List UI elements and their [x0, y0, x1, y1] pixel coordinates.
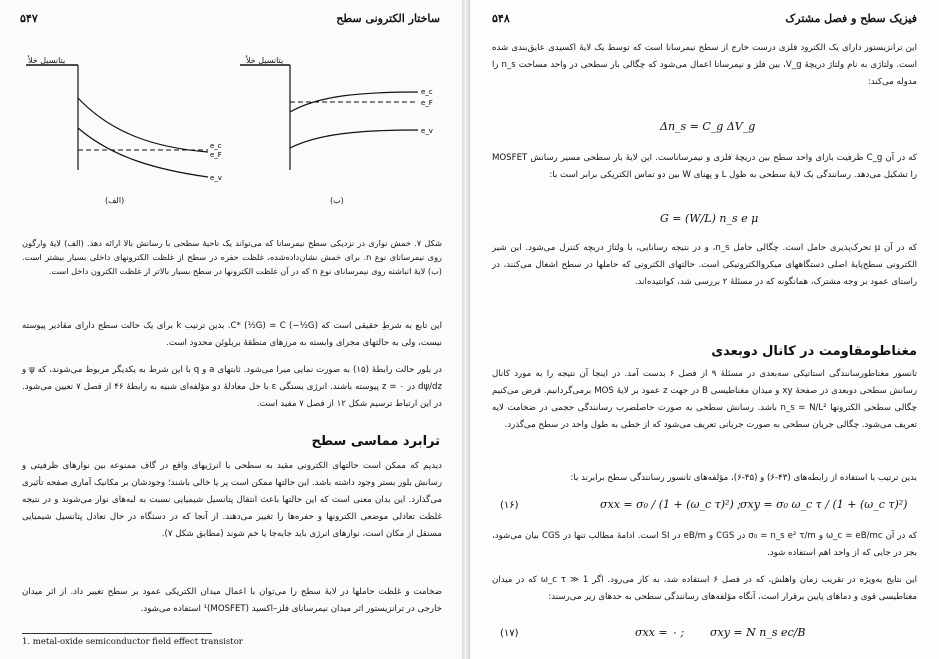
footnote-rule [22, 633, 212, 634]
right-paragraph-2: که در آن C_g ظرفیت بازای واحد سطح بین دریچهٔ فلزی و نیمرساناست. این لایهٔ بار سطحی مسیر رسانش MOSFET را تشکیل می‌دهد. رسانندگی یک لایهٔ سطحی به طول L و پهنای W بین دو تماس الکتریکی برابر است با: [492, 153, 917, 180]
right-paragraph-7: این نتایج به‌ویژه در تقریب زمان واهلش، که در فصل ۶ استفاده شد، به کار می‌رود. اگر ω_c τ ≫ 1 که در میدان مغناطیسی قوی و دماهای پایین برقرار است، آنگاه مؤلفه‌های رسانندگی سطحی به حدهای زیر می‌رسند: [492, 575, 917, 602]
panel-a-level-ef: e_F [210, 151, 222, 159]
equation-17-sigma-xy: σxy = N n_s ec/B [710, 626, 806, 639]
right-header-page-number: ۵۴۸ [492, 12, 510, 25]
panel-a-caption: (الف) [105, 196, 125, 205]
right-header-title: فیزیک سطح و فصل مشترک [785, 12, 917, 25]
panel-b-vacuum-label: پتانسیل خلأ [246, 56, 284, 65]
equation-17-sigma-xx: σxx = ۰ ; [635, 626, 685, 639]
panel-b-level-ec: e_c [421, 88, 433, 96]
equation-16-sigma-xx: σxx = σ₀ / (1 + (ω_c τ)²) ; [600, 498, 741, 511]
panel-b-caption: (ب) [330, 196, 344, 205]
right-running-header [492, 12, 917, 25]
band-bending-figure [18, 30, 448, 210]
left-header-page-number: ۵۴۷ [20, 12, 38, 25]
left-running-header [20, 12, 440, 25]
equation-gate-charge: Δn_s = C_g ΔV_g [660, 120, 756, 133]
panel-a-level-ec: e_c [210, 142, 222, 150]
figure-caption: شکل ۷. خمش نواری در نزدیکی سطح نیمرسانا که می‌تواند یک ناحیهٔ سطحی با رسانش بالا ارائه دهد. (الف) لایهٔ وارگون روی نیمرسانای نوع n. برای خمش نشان‌داده‌شده، غلظت حفره در سطح از غلظت الکترونهای داخلی بسیار بیشتر است. (ب) لایهٔ انباشته روی نیمرسانای نوع n که در آن غلظت الکترونها در سطح بسیار بالاتر از غلظت الکترون داخل است. [22, 238, 442, 276]
right-page [470, 0, 939, 659]
right-paragraph-6: که در آن ω_c = eB/mc و σ₀ = n_s e² τ/m در CGS و eB/m در SI است. ادامهٔ مطالب تنها در CGS بیان می‌شود، بجز در جایی که از واحد اهم استفاده شود. [492, 531, 917, 558]
left-page [0, 0, 462, 659]
equation-16-number: (۱۶) [500, 500, 519, 511]
panel-a-vacuum-label: پتانسیل خلأ [28, 56, 66, 65]
left-paragraph-3: دیدیم که ممکن است حالتهای الکترونی مقید به سطحی با انرژیهای واقع در گاف ممنوعه بین نوارهای ظرفیتی و رسانش بلور بستر وجود داشته باشد. این حالتها ممکن است پر یا خالی باشند؛ وجودشان بر مکانیک آماری صفحه تأثیری می‌گذارد. این بدان معنی است که این حالتها باعث انتقال پتانسیل شیمیایی نسبت به لبه‌های نوار می‌شوند و در نتیجه غلظت تعادلی موضعی الکترونها و حفره‌ها را تغییر می‌دهند. از آنجا که در دستگاه در حال تعادل پتانسیل شیمیایی مستقل از مکان است، نوارهای انرژی باید جابه‌جا یا خم شوند (مطابق شکل ۷). [22, 461, 442, 539]
right-section-heading: مغناطومقاومت در کانال دوبعدی [711, 344, 917, 359]
right-paragraph-3: که در آن μ تحرک‌پذیری حامل است. چگالی حامل n_s، و در نتیجه رسانایی، با ولتاژ دریچه کنترل می‌شود. این شیر الکترونی سطح‌پایهٔ اصلی دستگاههای میکروالکترونیکی است. حالتهای الکترونی که حاملها در سطح اشغال می‌کنند، در راستای عمود بر وجه مشترک، همانگونه که در مسئلهٔ ۲ بررسی شد، کوانتیده‌اند. [492, 243, 917, 287]
panel-a-level-ev: e_v [210, 174, 222, 182]
panel-a-diagram [26, 65, 222, 182]
equation-16-sigma-xy: σxy = σ₀ ω_c τ / (1 + (ω_c τ)²) [740, 498, 908, 511]
left-header-title: ساختار الکترونی سطح [336, 12, 440, 25]
equation-conductance: G = (W/L) n_s e μ [660, 212, 759, 225]
left-paragraph-4: ضخامت و غلظت حاملها در لایهٔ سطح را می‌توان با اعمال میدان الکتریکی عمود بر سطح تغییر داد. از اثر میدان خارجی در ترانزیستور اثر میدان نیمرسانای فلز–اکسید (MOSFET)¹ استفاده می‌شود. [22, 587, 442, 614]
left-paragraph-2: در بلور حالت رابطهٔ (۱۵) به صورت نمایی میرا می‌شود. ثابتهای a و q با این شرط به یکدیگر مربوط می‌شوند، که ψ و dψ/dz در z = ۰ پیوسته باشند. انرژی بستگی ε با حل معادلهٔ دو مؤلفه‌ای شبیه به رابطهٔ ۴۶ از فصل ۷ تعیین می‌شود. در این ارتباط ترسیم شکل ۱۲ از فصل ۷ مفید است. [22, 365, 442, 409]
panel-b-level-ef: e_F [421, 99, 433, 107]
panel-b-diagram [240, 65, 433, 170]
right-paragraph-5: بدین ترتیب با استفاده از رابطه‌های (۴۳-۶) و (۴۵-۶)، مؤلفه‌های تانسور رسانندگی سطح برابرند با: [570, 473, 917, 483]
panel-b-level-ev: e_v [421, 127, 433, 135]
right-paragraph-1: این ترانزیستور دارای یک الکترود فلزی درست خارج از سطح نیمرسانا است که توسط یک لایهٔ اکسیدی عایق‌بندی شده است. ولتاژی به نام ولتاژ دریچهٔ V_g، بین فلز و نیمرسانا اعمال می‌شود که چگالی بار سطحی در واحد مساحت n_s را مدوله می‌کند: [492, 43, 917, 87]
left-paragraph-1: این تابع به شرطِ حقیقی است که C* (½G) = C (−½G). بدین ترتیب k برای یک حالت سطح دارای مقادیر پیوسته نیست، ولی به حالتهای مجزای وابسته به مرزهای منطقهٔ بریلوئن محدود است. [22, 321, 442, 348]
footnote: 1. metal-oxide semiconductor field effect transistor [22, 637, 243, 647]
book-gutter [462, 0, 470, 659]
left-section-heading: ترابرد مماسی سطح [311, 434, 440, 449]
right-paragraph-4: تانسور مغناطورسانندگی استاتیکی سه‌بعدی در مسئلهٔ ۹ از فصل ۶ بدست آمد. در اینجا آن نتیجه را به مورد کانال رسانش سطحی دوبعدی در صفحهٔ xy و میدان مغناطیسی B در جهت z عمود بر لایهٔ MOS برمی‌گردانیم. فرض می‌کنیم چگالی سطحی الکترونها n_s = N/L² باشد. رسانش سطحی به صورت حاصلضرب رسانندگی حجمی در ضخامت لایه تعریف می‌شود. چگالی جریان سطحی به صورت جریانی تعریف می‌شود که از خطی به طول واحد در سطح می‌گذرد. [492, 369, 917, 430]
equation-17-number: (۱۷) [500, 628, 519, 639]
